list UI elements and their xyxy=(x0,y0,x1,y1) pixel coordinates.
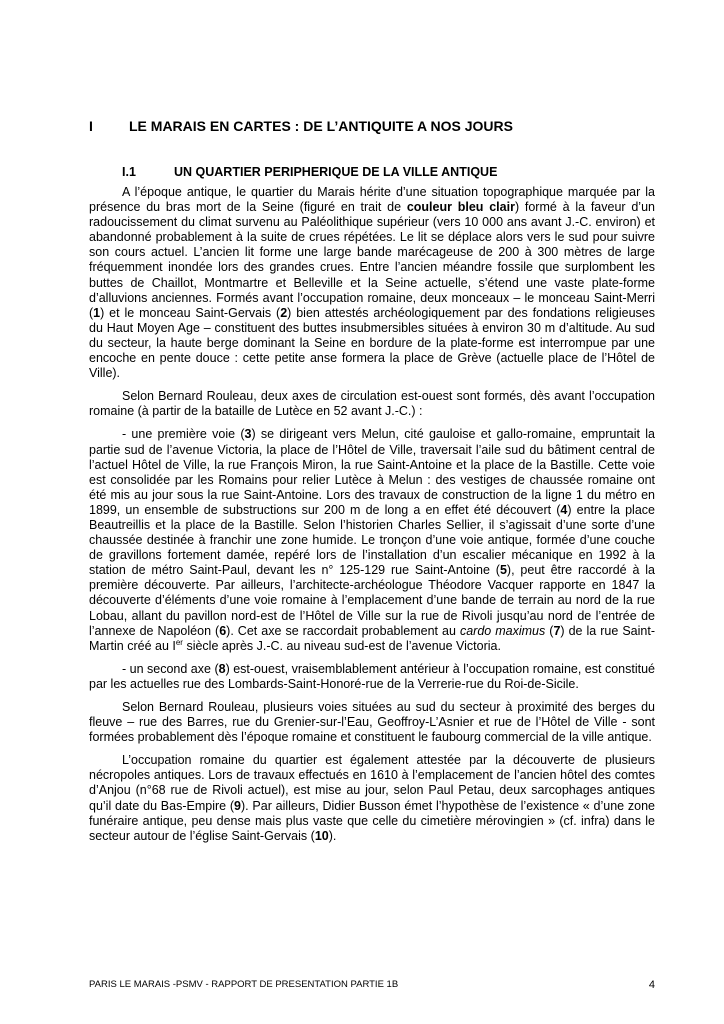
map-ref-number: 10 xyxy=(314,828,329,843)
page-number: 4 xyxy=(648,979,655,991)
subsection-title: UN QUARTIER PERIPHERIQUE DE LA VILLE ANTIQUE xyxy=(174,165,498,179)
map-ref-number: 4 xyxy=(560,502,568,517)
map-ref-number: 9 xyxy=(234,798,241,813)
text-italic: cardo maximus xyxy=(459,623,546,638)
map-ref-number: 8 xyxy=(218,661,226,676)
text-run: ) formé à la faveur d’un radoucissement du climat survenu au Paléolithique supérieur (vers 10 000 ans avant J.-C. environ) et abandonné probablement à la suite de crues répétées. Le lit se déplace alors vers le sud pour suivre son cours actuel. L’ancien lit forme une large bande marécageuse de 200 à 300 mètres de large fréquemment inondée lors des grandes crues. Entre l’ancien méandre fossile que surplombent les buttes de Chaillot, Montmartre et Belleville et la Seine actuelle, s’étend une vaste plate-forme d’alluvions anciennes. Formés avant l’occupation romaine, deux monceaux – le monceau Saint-Merri ( xyxy=(89,200,655,320)
text-run: ). xyxy=(328,828,337,843)
text-run: ) de la rue Saint-Martin créé au I xyxy=(89,623,655,653)
map-ref-number: 7 xyxy=(553,623,561,638)
text-run: ) bien attestés archéologiquement par des fondations religieuses du Haut Moyen Age – constituent des buttes insubmersibles situées à environ 30 m d’altitude. Au sud du secteur, la haute berge dominant la Seine en bordure de la plate-forme est interrompue par une encoche en pente douce : cette petite anse formera la place de Grève (actuelle place de l’Hôtel de Ville). xyxy=(89,305,655,381)
text-run: siècle après J.-C. au niveau sud-est de l’avenue Victoria. xyxy=(182,638,501,653)
footer-title: PARIS LE MARAIS -PSMV - RAPPORT DE PRESENTATION PARTIE 1B xyxy=(89,979,399,990)
body-text xyxy=(89,185,655,844)
paragraph-topography xyxy=(89,185,655,381)
text-run: ). Cet axe se raccordait probablement au xyxy=(226,623,460,638)
superscript: er xyxy=(175,637,183,647)
map-ref-number: 6 xyxy=(219,623,227,638)
section-title: LE MARAIS EN CARTES : DE L’ANTIQUITE A NOS JOURS xyxy=(129,118,513,134)
section-number: I xyxy=(89,118,93,134)
text-run: ) se dirigeant vers Melun, cité gauloise et gallo-romaine, empruntait la partie sud de l’avenue Victoria, la place de l’Hôtel de Ville, traversait l’aile sud du bâtiment central de l’actuel Hôtel de Ville, la rue François Miron, la rue Saint-Antoine et la place de la Bastille. Cette voie est consolidée par les Romains pour relier Lutèce à Melun : des vestiges de chaussée romaine ont été mis au jour sous la rue Saint-Antoine. Lors des travaux de construction de la ligne 1 du métro en 1899, un ensemble de substructions sur 200 m de long a en effet été découvert ( xyxy=(89,427,655,517)
text-run: ) est-ouest, vraisemblablement antérieur à l’occupation romaine, est constitué par les actuelles rue des Lombards-Saint-Honoré-rue de la Verrerie-rue du Roi-de-Sicile. xyxy=(89,661,655,691)
text-run: ( xyxy=(545,623,554,638)
paragraph-necropolis xyxy=(89,753,655,844)
paragraph-axes-intro: Selon Bernard Rouleau, deux axes de circulation est-ouest sont formés, dès avant l’occupation romaine (à partir de la bataille de Lutèce en 52 avant J.-C.) : xyxy=(89,389,655,419)
text-run: ). Par ailleurs, Didier Busson émet l’hypothèse de l’existence « d’une zone funéraire antique, peu dense mais plus vaste que celle du cimetière mérovingien » (cf. infra) dans le secteur autour de l’église Saint-Gervais ( xyxy=(89,798,655,843)
text-run: ), peut être raccordé à la première découverte. Par ailleurs, l’architecte-archéologue Théodore Vacquer rapporte en 1847 la découverte d’éléments d’une voie romaine à l’emplacement d’une bande de terrain au nord de la rue Lobau, allant du pavillon nord-est de l’Hôtel de Ville sur la rue de Rivoli jusqu’au nord de l’entrée de l’annexe de Napoléon ( xyxy=(89,563,655,638)
text-run: - un second axe ( xyxy=(122,661,219,676)
map-ref-number: 2 xyxy=(280,305,288,320)
map-ref-number: 3 xyxy=(244,427,252,442)
paragraph-first-road xyxy=(89,427,655,653)
text-bold: couleur bleu clair xyxy=(406,200,515,215)
text-run: ) et le monceau Saint-Gervais ( xyxy=(100,305,281,320)
text-run: L’occupation romaine du quartier est également attestée par la découverte de plusieurs nécropoles antiques. Lors de travaux effectués en 1610 à l’emplacement de l’ancien hôtel des comtes d’Anjou (n°68 rue de Rivoli actuel), est mise au jour, selon Paul Petau, deux sarcophages antiques qu’il date du Bas-Empire ( xyxy=(89,753,655,813)
text-run: A l’époque antique, le quartier du Marais hérite d’une situation topographique marquée par la présence du bras mort de la Seine (figuré en trait de xyxy=(89,185,655,215)
subsection-number: I.1 xyxy=(122,165,136,179)
text-run: ) entre la place Beautreillis et la place de la Bastille. Selon l’historien Charles Sellier, il s’agissait d’une sorte d’une chaussée destinée à franchir une zone humide. Le tronçon d’une voie antique, formée d’une couche de gravillons fortement damée, repéré lors de l’installation d’un escalier mécanique en 1992 à la station de métro Saint-Paul, devant les n° 125-129 rue Saint-Antoine ( xyxy=(89,502,655,578)
paragraph-southern-roads: Selon Bernard Rouleau, plusieurs voies situées au sud du secteur à proximité des berges du fleuve – rue des Barres, rue du Grenier-sur-l’Eau, Geoffroy-L’Asnier et rue de l’Hôtel de Ville - sont formées probablement dès l’époque romaine et constituent le faubourg commercial de la ville antique. xyxy=(89,700,655,745)
paragraph-second-road xyxy=(89,662,655,692)
text-run: - une première voie ( xyxy=(122,427,245,442)
map-ref-number: 5 xyxy=(499,563,507,578)
map-ref-number: 1 xyxy=(93,305,101,320)
page-footer xyxy=(89,979,655,993)
